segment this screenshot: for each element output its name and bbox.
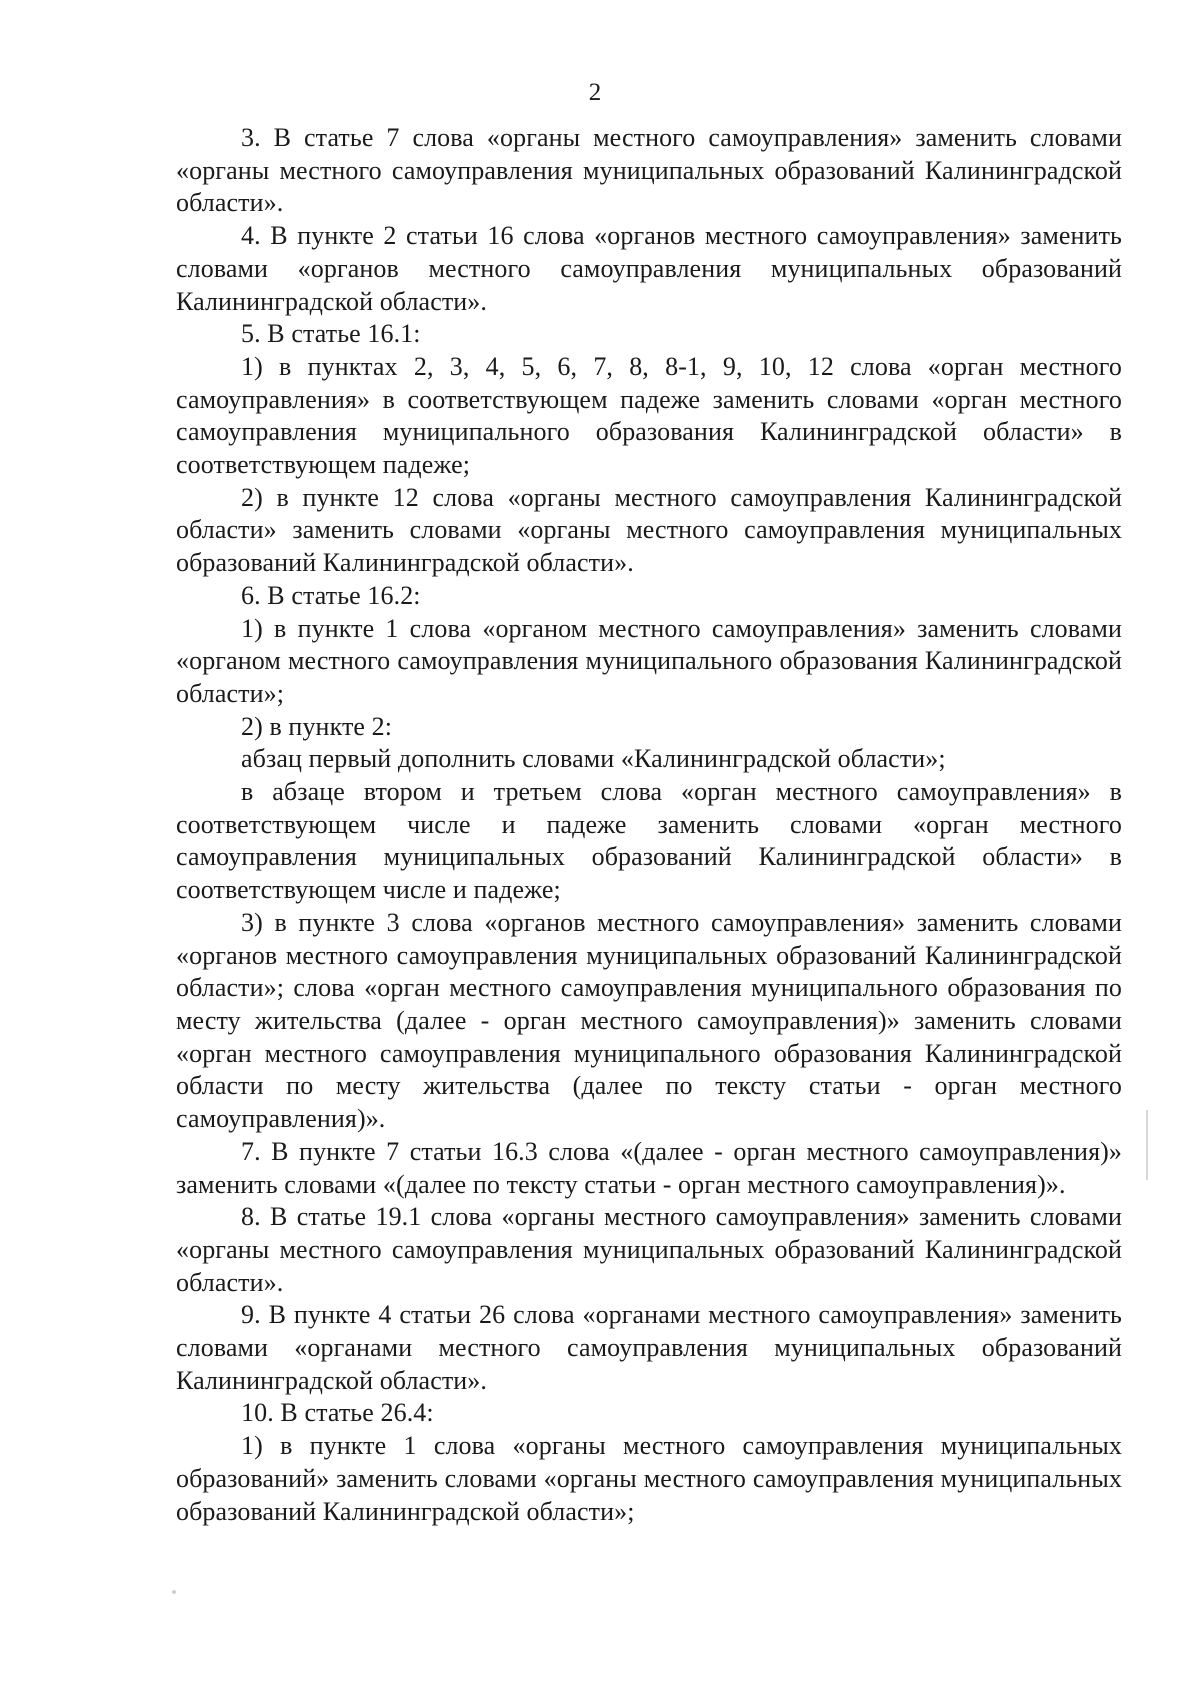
scan-dust-mark (172, 1590, 176, 1594)
paragraph-item-8: 8. В статье 19.1 слова «органы местного самоуправления» заменить словами «органы местного самоуправления муниципальных образований Калининградской области». (176, 1202, 1122, 1297)
paragraph-item-6-sub-2: 2) в пункте 2: (241, 711, 393, 741)
paragraph-item-10-sub-1: 1) в пункте 1 слова «органы местного самоуправления муниципальных образований» заменить словами «органы местного самоуправления муниципальных образований Калининградской области»; (176, 1431, 1122, 1526)
paragraph-item-5-sub-2: 2) в пункте 12 слова «органы местного самоуправления Калининградской области» заменить словами «органы местного самоуправления муниципальных образований Калининградской области». (176, 482, 1122, 578)
paragraph-item-5: 5. В статье 16.1: (241, 319, 421, 349)
paragraph-item-6: 6. В статье 16.2: (241, 580, 421, 610)
paragraph-item-7: 7. В пункте 7 статьи 16.3 слова «(далее - орган местного самоуправления)» заменить словами «(далее по тексту статьи - орган местного самоуправления)». (176, 1136, 1122, 1199)
paragraph-item-6-sub-2-abzac-2: в абзаце втором и третьем слова «орган местного самоуправления» в соответствующем числе и падеже заменить словами «орган местного самоуправления муниципальных образований Калининградской области» в соответствующем числе и падеже; (176, 777, 1122, 905)
document-body (176, 122, 1122, 1528)
paragraph-item-5-sub-1: 1) в пунктах 2, 3, 4, 5, 6, 7, 8, 8-1, 9, 10, 12 слова «орган местного самоуправления» в соответствующем падеже заменить словами «орган местного самоуправления муниципального образования Калининградской области» в соответствующем падеже; (176, 351, 1122, 480)
scan-edge-mark (1146, 1110, 1148, 1180)
paragraph-item-9: 9. В пункте 4 статьи 26 слова «органами местного самоуправления» заменить словами «органами местного самоуправления муниципальных образований Калининградской области». (176, 1300, 1122, 1395)
page-number: 2 (588, 79, 602, 106)
paragraph-item-6-sub-1: 1) в пункте 1 слова «органом местного самоуправления» заменить словами «органом местного самоуправления муниципального образования Калининградской области»; (176, 613, 1122, 708)
paragraph-item-10: 10. В статье 26.4: (241, 1398, 434, 1428)
paragraph-item-4: 4. В пункте 2 статьи 16 слова «органов местного самоуправления» заменить словами «органов местного самоуправления муниципальных образований Калининградской области». (176, 221, 1122, 316)
paragraph-item-6-sub-3: 3) в пункте 3 слова «органов местного самоуправления» заменить словами «органов местного самоуправления муниципальных образований Калининградской области»; слова «орган местного самоуправления муниципального образования по месту жительства (далее - орган местного самоуправления)» заменить словами «орган местного самоуправления муниципального образования Калининградской области по месту жительства (далее по тексту статьи - орган местного самоуправления)». (176, 907, 1122, 1134)
paragraph-item-3: 3. В статье 7 слова «органы местного самоуправления» заменить словами «органы местного самоуправления муниципальных образований Калининградской области». (176, 123, 1122, 218)
paragraph-item-6-sub-2-abzac-1: абзац первый дополнить словами «Калининградской области»; (241, 744, 946, 774)
